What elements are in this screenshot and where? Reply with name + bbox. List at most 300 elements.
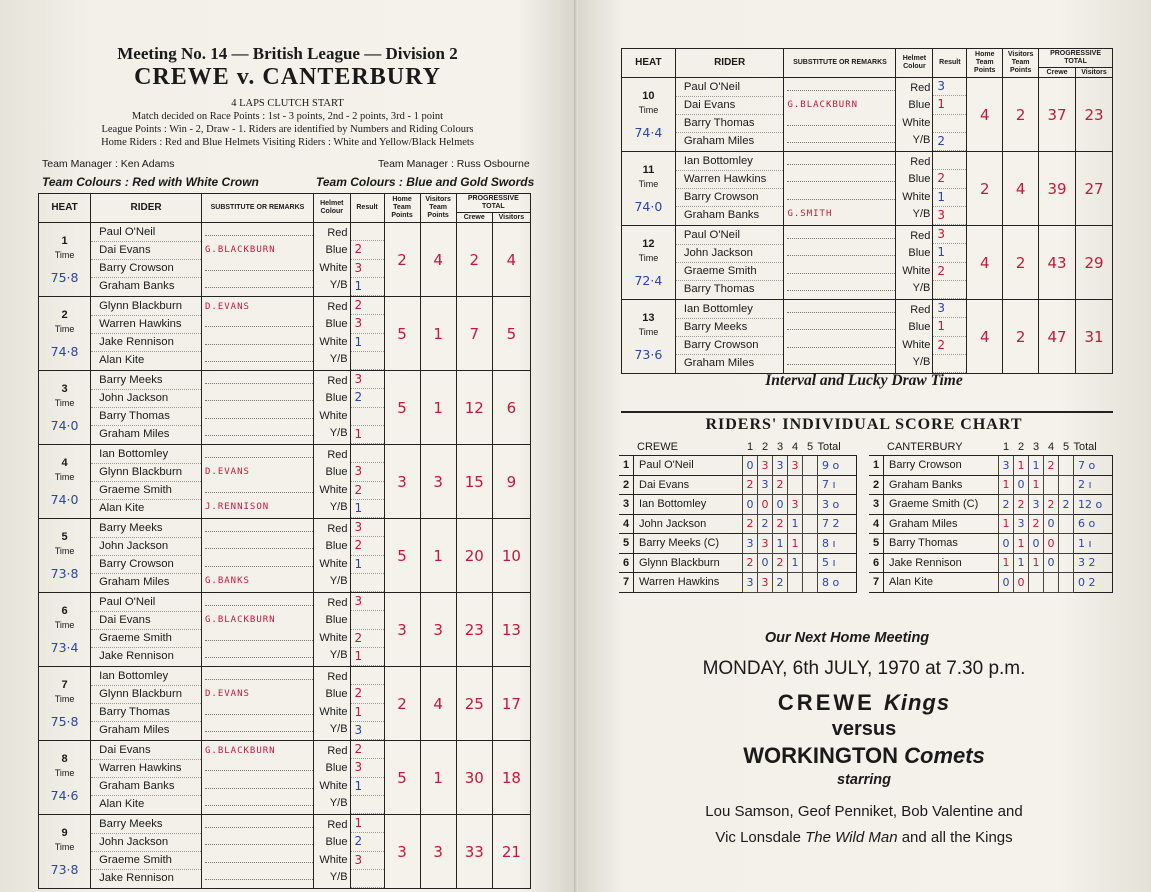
heat-score: 2 [743, 475, 758, 495]
heat-cell [622, 226, 676, 300]
score-row [869, 553, 1113, 573]
substitute-remark [202, 351, 313, 368]
helmet-colour: Red [327, 301, 348, 313]
rider-result: 3 [351, 722, 384, 740]
visitors-total-header: Visitors [492, 213, 530, 223]
substitute-remark [202, 669, 313, 686]
heat-score [803, 553, 818, 573]
substitute-remark: G.BLACKBURN [787, 100, 859, 111]
heat-time: 74·0 [50, 491, 79, 507]
visitors-progressive: 18 [492, 741, 530, 815]
heat-score: 1 [1029, 553, 1044, 573]
remark-line [787, 115, 895, 126]
substitute-remark: G.BLACKBURN [204, 615, 276, 626]
helmet-colour: Y/B [912, 281, 931, 294]
heat-score: 2 [1029, 514, 1044, 534]
substitute-remark [202, 595, 313, 612]
stars-line-1: Lou Samson, Geof Penniket, Bob Valentine and [705, 803, 1023, 820]
progressive-header: PROGRESSIVE TOTAL [1039, 49, 1113, 68]
heat-score [788, 573, 803, 593]
heat-number: 13 [642, 311, 655, 324]
helmet-colour: Red [327, 375, 348, 387]
heat-number: 3 [61, 382, 68, 395]
visitors-progressive: 9 [492, 445, 530, 519]
heat-score: 1 [788, 514, 803, 534]
time-label: Time [638, 326, 659, 337]
rider-result: 1 [351, 334, 384, 352]
rider-total: 9 o [818, 456, 857, 476]
rider-name: Paul O'Neil [634, 456, 743, 476]
heat-score: 0 [1014, 573, 1029, 593]
heat-score: 0 [1029, 534, 1044, 554]
helmet-colour: White [319, 261, 348, 274]
result-cell [350, 445, 384, 519]
heat-row [622, 300, 1113, 374]
heat-score [1059, 573, 1074, 593]
helmet-colour: Blue [325, 244, 348, 257]
heat-score [803, 534, 818, 554]
rider-name: Paul O'Neil [676, 79, 784, 97]
remark-line [205, 869, 313, 880]
rider-result: 1 [933, 96, 966, 114]
home-team-points: 2 [384, 223, 420, 297]
riders-cell [91, 297, 202, 371]
substitute-remark [784, 302, 895, 319]
heat-score: 2 [773, 573, 788, 593]
substitute-remark: J.RENNISON [204, 501, 270, 512]
helmet-colour: Blue [908, 247, 931, 260]
substitute-cell [784, 78, 896, 152]
rider-result: 1 [351, 278, 384, 296]
visitors-team-points: 2 [1003, 226, 1039, 300]
helmet-colour: White [319, 853, 348, 866]
rider-result: 2 [351, 389, 384, 407]
rider-result [933, 115, 966, 133]
helmet-colour: Blue [325, 614, 348, 627]
starring-label: starring [837, 772, 891, 788]
rider-number: 6 [619, 553, 634, 573]
rider-name: Barry Crowson [91, 260, 201, 278]
heat-score [1059, 534, 1074, 554]
substitute-remark [202, 408, 313, 425]
score-row [869, 514, 1113, 534]
score-row [619, 495, 857, 515]
time-label: Time [54, 471, 75, 482]
home-team-points: 4 [967, 226, 1003, 300]
rider-total: 12 o [1074, 495, 1113, 515]
visitors-team-points: 2 [1003, 300, 1039, 374]
rider-name: John Jackson [91, 538, 201, 556]
helmet-cell [896, 152, 933, 226]
rider-result: 2 [351, 833, 384, 851]
heat-score: 3 [743, 534, 758, 554]
heat-score [803, 495, 818, 515]
helmet-colour: White [319, 483, 348, 496]
rider-name: Graeme Smith [91, 482, 201, 500]
heat-score: 0 [773, 495, 788, 515]
rider-result: 1 [933, 318, 966, 336]
remark-line [787, 302, 895, 313]
score-row [619, 573, 857, 593]
heat-score [1029, 573, 1044, 593]
rider-name: Graham Banks [683, 209, 760, 222]
home-colours: Team Colours : Red with White Crown [42, 175, 259, 189]
substitute-remark [202, 834, 313, 851]
substitute-remark [784, 280, 895, 297]
rider-name: John Jackson [91, 834, 201, 852]
substitute-remark [202, 630, 313, 647]
away-team-nickname: Comets [904, 743, 985, 768]
substitute-remark: D.EVANS [204, 302, 250, 312]
rider-name: Jake Rennison [99, 650, 174, 663]
visitors-team-points: 1 [420, 297, 456, 371]
rider-header: RIDER [675, 49, 784, 78]
visitors-team-points: 1 [420, 741, 456, 815]
score-row [869, 456, 1113, 476]
heat-time: 73·8 [50, 565, 79, 581]
rider-result [351, 667, 384, 685]
rider-result: 3 [351, 759, 384, 777]
substitute-remark [202, 334, 313, 351]
rider-total: 7 ı [818, 475, 857, 495]
heat-score [1059, 475, 1074, 495]
chart-rule [621, 411, 1113, 413]
remark-line [205, 556, 313, 567]
rider-name: Glynn Blackburn [91, 686, 201, 704]
col-5: 5 [803, 439, 818, 456]
rider-name: Glynn Blackburn [91, 298, 201, 316]
rider-name: Glynn Blackburn [634, 553, 743, 573]
rider-name: Graham Banks [884, 475, 999, 495]
rider-name: Paul O'Neil [676, 227, 784, 245]
remark-line [205, 316, 313, 327]
substitute-remark [784, 354, 895, 371]
riders-cell [675, 78, 784, 152]
rider-result [933, 355, 966, 373]
score-row [869, 534, 1113, 554]
result-cell [350, 667, 384, 741]
rider-result [351, 796, 384, 814]
heat-number: 2 [61, 308, 68, 321]
substitute-remark [202, 778, 313, 795]
remark-line [787, 245, 895, 256]
helmet-colour: White [319, 335, 348, 348]
substitute-remark: G.SMITH [787, 208, 833, 219]
rider-result [351, 408, 384, 426]
rider-number: 6 [869, 553, 884, 573]
away-team-name: WORKINGTON [743, 743, 898, 768]
heat-row [39, 371, 531, 445]
substitute-remark [202, 425, 313, 442]
helmet-cell [896, 78, 933, 152]
remark-line [787, 80, 895, 91]
heat-score: 1 [788, 534, 803, 554]
heat-score: 0 [758, 553, 773, 573]
substitute-remark [202, 521, 313, 538]
rider-name: Barry Meeks (C) [634, 534, 743, 554]
rider-result: 2 [351, 482, 384, 500]
result-cell [933, 300, 967, 374]
rider-result: 2 [351, 685, 384, 703]
result-cell [350, 371, 384, 445]
heat-number: 12 [642, 237, 655, 250]
heat-score: 2 [1014, 495, 1029, 515]
visitors-team-points: 4 [420, 223, 456, 297]
home-team-points: 3 [384, 593, 420, 667]
rule-line-3: Home Riders : Red and Blue Helmets Visiting Riders : White and Yellow/Black Helmets [101, 137, 474, 148]
heat-score [803, 456, 818, 476]
helmet-colour: Blue [908, 321, 931, 334]
meeting-title: Meeting No. 14 — British League — Division 2 [117, 44, 458, 63]
rider-name: Alan Kite [884, 573, 999, 593]
crewe-progressive: 30 [456, 741, 492, 815]
substitute-remark [784, 189, 895, 206]
remark-line [205, 538, 313, 549]
rider-result: 3 [933, 226, 966, 244]
remark-line [205, 521, 313, 532]
heat-score [803, 475, 818, 495]
heat-row [622, 226, 1113, 300]
heat-score: 2 [758, 514, 773, 534]
substitute-remark [202, 869, 313, 886]
heat-score: 3 [773, 456, 788, 476]
next-meeting-date: MONDAY, 6th JULY, 1970 at 7.30 p.m. [702, 658, 1026, 679]
rider-name: Graeme Smith (C) [884, 495, 999, 515]
visitors-total-header: Visitors [1076, 68, 1113, 78]
rider-result [351, 352, 384, 370]
rider-total: 0 2 [1074, 573, 1113, 593]
col-3: 3 [773, 439, 788, 456]
helmet-colour: Blue [325, 466, 348, 479]
substitute-remark [202, 647, 313, 664]
rider-name: Warren Hawkins [634, 573, 743, 593]
heat-score: 3 [1029, 495, 1044, 515]
substitute-remark [202, 482, 313, 499]
sub-header: SUBSTITUTE OR REMARKS [784, 49, 896, 78]
remark-line [205, 260, 313, 271]
substitute-remark [784, 263, 895, 280]
rider-name: Graham Miles [99, 576, 170, 589]
visitors-team-points: 4 [420, 667, 456, 741]
heat-score: 3 [758, 573, 773, 593]
progressive-header: PROGRESSIVE TOTAL [456, 194, 530, 213]
rider-name: Warren Hawkins [676, 171, 784, 189]
helmet-header: Helmet Colour [896, 49, 933, 78]
heat-score: 0 [1014, 475, 1029, 495]
remark-line [205, 373, 313, 384]
remark-line [205, 595, 313, 606]
result-cell [933, 226, 967, 300]
helmet-cell [313, 519, 350, 593]
remark-line [787, 228, 895, 239]
rider-number: 3 [619, 495, 634, 515]
rider-result: 1 [351, 815, 384, 833]
time-label: Time [638, 104, 659, 115]
rider-result: 3 [351, 852, 384, 870]
substitute-remark [202, 760, 313, 777]
heat-number: 10 [642, 89, 655, 102]
away-colours: Team Colours : Blue and Gold Swords [316, 175, 535, 189]
home-team-points: 4 [967, 78, 1003, 152]
rider-name: Jake Rennison [884, 553, 999, 573]
result-cell [933, 152, 967, 226]
heat-number: 5 [61, 530, 68, 543]
riders-cell [675, 300, 784, 374]
home-team-points: 5 [384, 519, 420, 593]
rider-result: 1 [351, 556, 384, 574]
helmet-colour: White [902, 338, 931, 351]
score-row [869, 495, 1113, 515]
heat-row [39, 593, 531, 667]
heat-time: 74·6 [50, 787, 79, 803]
score-row [619, 514, 857, 534]
time-label: Time [54, 397, 75, 408]
remark-line [205, 704, 313, 715]
heat-number: 1 [61, 234, 68, 247]
rider-name: Barry Thomas [676, 115, 784, 133]
rider-name: Graham Miles [884, 514, 999, 534]
helmet-colour: Y/B [329, 278, 348, 291]
helmet-colour: Blue [325, 540, 348, 553]
rider-number: 1 [869, 456, 884, 476]
substitute-remark [784, 245, 895, 262]
remark-line [205, 647, 313, 658]
time-label: Time [54, 767, 75, 778]
helmet-colour: Red [910, 82, 931, 94]
helmet-colour: Red [910, 304, 931, 316]
heat-score: 0 [999, 573, 1014, 593]
rider-number: 5 [619, 534, 634, 554]
remark-line [205, 760, 313, 771]
rider-result: 3 [351, 315, 384, 333]
rule-line-2: League Points : Win - 2, Draw - 1. Riders are identified by Numbers and Riding Colours [101, 124, 474, 135]
substitute-remark: G.BANKS [204, 575, 250, 586]
result-cell [350, 223, 384, 297]
helmet-colour: Red [327, 449, 348, 461]
remark-line [205, 852, 313, 863]
riders-cell [91, 741, 202, 815]
heat-cell [622, 152, 676, 226]
rider-total: 7 o [1074, 456, 1113, 476]
left-page [0, 0, 575, 892]
heat-score: 3 [743, 573, 758, 593]
helmet-colour: Blue [325, 762, 348, 775]
heat-time: 74·0 [634, 198, 663, 214]
rider-result: 2 [933, 133, 966, 151]
rider-name: Dai Evans [91, 612, 201, 630]
heat-time: 73·4 [50, 639, 79, 655]
heat-number: 11 [642, 163, 655, 176]
home-team-points: 5 [384, 297, 420, 371]
col-total: Total [818, 439, 857, 456]
visitors-progressive: 27 [1076, 152, 1113, 226]
remark-line [205, 447, 313, 458]
away-team-label: CANTERBURY [869, 439, 999, 456]
heat-time: 75·8 [50, 269, 79, 285]
heat-score: 1 [1014, 534, 1029, 554]
result-cell [350, 593, 384, 667]
score-chart-title: RIDERS' INDIVIDUAL SCORE CHART [705, 416, 1023, 433]
remark-line [787, 354, 895, 365]
heat-score: 0 [1044, 534, 1059, 554]
heat-score: 1 [1014, 553, 1029, 573]
remark-line [787, 337, 895, 348]
remark-line [205, 425, 313, 436]
helmet-colour: Blue [325, 836, 348, 849]
fixture-title: CREWE v. CANTERBURY [134, 64, 441, 90]
stars-name: Vic Lonsdale [715, 829, 801, 846]
rider-total: 5 ı [818, 553, 857, 573]
helmet-colour: Red [327, 671, 348, 683]
score-row [619, 456, 857, 476]
riders-cell [91, 593, 202, 667]
home-team-nickname: Kings [883, 690, 951, 715]
rider-total: 3 2 [1074, 553, 1113, 573]
rider-header: RIDER [91, 194, 202, 223]
helmet-cell [313, 815, 350, 889]
col-4: 4 [1044, 439, 1059, 456]
heat-row [39, 519, 531, 593]
crewe-progressive: 47 [1039, 300, 1076, 374]
rider-number: 3 [869, 495, 884, 515]
visitors-team-points: 4 [1003, 152, 1039, 226]
rider-name: Dai Evans [91, 242, 201, 260]
crewe-progressive: 25 [456, 667, 492, 741]
heat-cell [39, 741, 91, 815]
crewe-progressive: 43 [1039, 226, 1076, 300]
rider-total: 8 o [818, 573, 857, 593]
visitors-team-points: 2 [1003, 78, 1039, 152]
stars-line-2 [577, 825, 1151, 851]
rider-result: 2 [351, 241, 384, 259]
visitors-team-points: 1 [420, 519, 456, 593]
heat-time: 74·8 [50, 343, 79, 359]
helmet-colour: Red [327, 745, 348, 757]
substitute-cell [201, 519, 313, 593]
helmet-colour: Y/B [329, 648, 348, 661]
crewe-progressive: 39 [1039, 152, 1076, 226]
substitute-cell [201, 667, 313, 741]
heat-score: 2 [743, 553, 758, 573]
substitute-remark [202, 556, 313, 573]
substitute-remark [784, 132, 895, 149]
rider-name: Alan Kite [99, 354, 145, 367]
riders-cell [91, 445, 202, 519]
rider-result [351, 870, 384, 888]
score-row [619, 475, 857, 495]
rider-name: Alan Kite [99, 798, 145, 811]
rider-name: Barry Thomas [683, 283, 755, 296]
helmet-colour: Blue [908, 99, 931, 112]
heat-score: 1 [788, 553, 803, 573]
heat-score: 0 [1044, 514, 1059, 534]
substitute-remark [202, 316, 313, 333]
heat-score [1059, 553, 1074, 573]
heat-row [622, 152, 1113, 226]
helmet-colour: White [319, 779, 348, 792]
remark-line [205, 482, 313, 493]
rider-result: 1 [933, 244, 966, 262]
heat-row [39, 297, 531, 371]
helmet-colour: Red [327, 523, 348, 535]
substitute-remark [784, 115, 895, 132]
visitors-points-header: Visitors Team Points [420, 194, 456, 223]
substitute-remark [202, 721, 313, 738]
rider-result: 2 [933, 337, 966, 355]
helmet-cell [313, 371, 350, 445]
rider-name: Barry Crowson [91, 556, 201, 574]
substitute-remark [784, 154, 895, 171]
